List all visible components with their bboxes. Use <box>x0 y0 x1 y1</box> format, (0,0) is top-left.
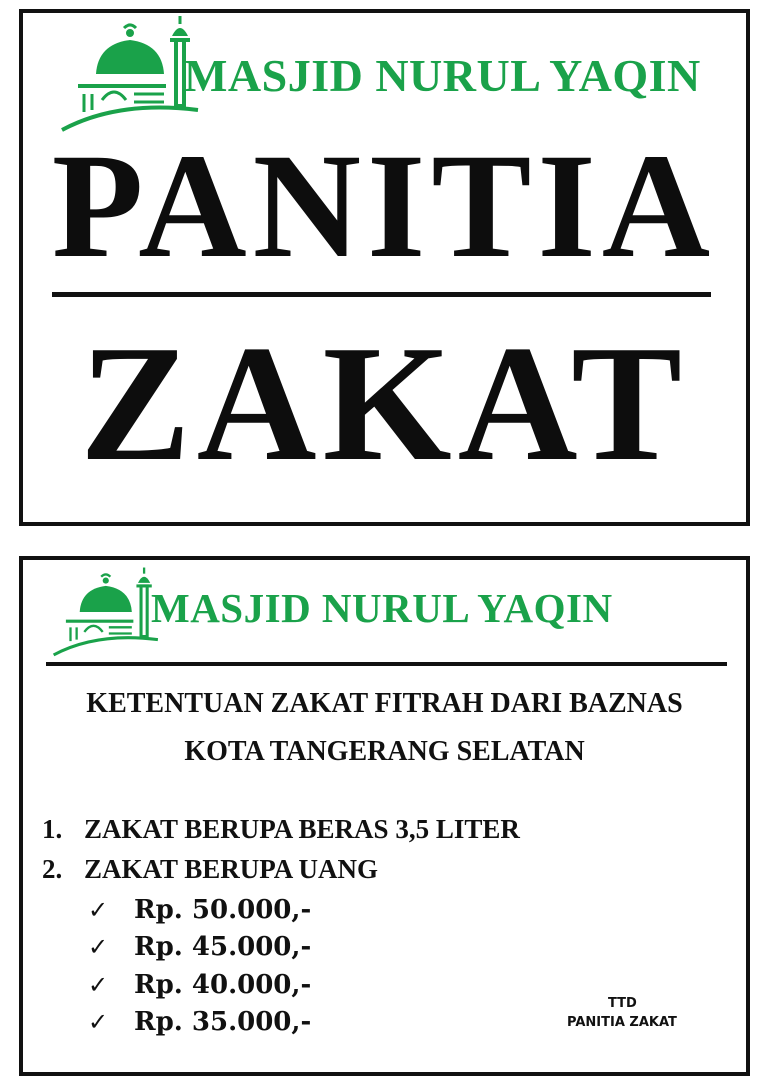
list-number: 2. <box>42 854 63 884</box>
list-number: 1. <box>42 814 63 844</box>
list-item <box>42 814 520 845</box>
check-icon: ✓ <box>88 896 109 924</box>
mosque-logo-icon <box>58 14 200 134</box>
check-icon: ✓ <box>88 1008 109 1036</box>
notice-subheading: KOTA TANGERANG SELATAN <box>184 736 585 767</box>
check-icon: ✓ <box>88 933 109 961</box>
list-item <box>42 854 378 885</box>
signature-label: TTD <box>608 996 637 1011</box>
amount-item <box>88 895 311 925</box>
amount-value: Rp. 45.000,- <box>134 932 312 962</box>
amount-item <box>88 932 311 962</box>
amount-item <box>88 1007 311 1037</box>
divider <box>52 292 711 297</box>
list-text: ZAKAT BERUPA UANG <box>84 854 379 884</box>
amount-value: Rp. 40.000,- <box>134 970 312 1000</box>
list-text: ZAKAT BERUPA BERAS 3,5 LITER <box>84 814 520 844</box>
signature-name: PANITIA ZAKAT <box>567 1015 677 1030</box>
mosque-name: MASJID NURUL YAQIN <box>184 50 701 101</box>
sign-title-zakat: ZAKAT <box>79 311 688 495</box>
mosque-logo-icon <box>46 566 164 658</box>
check-icon: ✓ <box>88 971 109 999</box>
mosque-name: MASJID NURUL YAQIN <box>151 585 613 631</box>
amount-value: Rp. 35.000,- <box>134 1007 312 1037</box>
amount-value: Rp. 50.000,- <box>134 895 312 925</box>
amount-item <box>88 970 311 1000</box>
sign-title-panitia: PANITIA <box>51 123 717 289</box>
divider <box>46 662 727 666</box>
notice-heading: KETENTUAN ZAKAT FITRAH DARI BAZNAS <box>86 688 683 719</box>
